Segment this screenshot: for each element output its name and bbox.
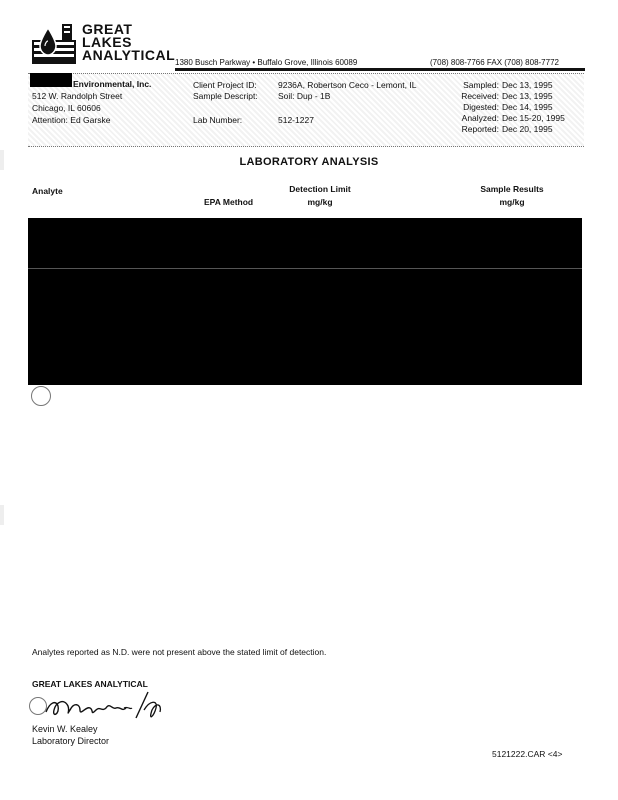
company-logo-icon (32, 22, 78, 66)
project-id-value: 9236A, Robertson Ceco - Lemont, IL (278, 80, 417, 90)
lab-number-value: 512-1227 (278, 115, 314, 125)
column-header-sample-results: Sample Results (480, 184, 544, 194)
analyzed-label: Analyzed: (461, 113, 499, 123)
signer-name: Kevin W. Kealey (32, 724, 98, 734)
report-title: LABORATORY ANALYSIS (239, 156, 379, 168)
digested-value: Dec 14, 1995 (502, 102, 553, 112)
scan-mark (0, 150, 4, 170)
results-table-redaction (28, 218, 582, 385)
footnote-nd: Analytes reported as N.D. were not present above the stated limit of detection. (32, 647, 327, 657)
logo-line-2: LAKES (82, 34, 132, 50)
company-phone-fax: (708) 808-7766 FAX (708) 808-7772 (430, 58, 559, 67)
reported-value: Dec 20, 1995 (502, 124, 553, 134)
punch-hole-mark (31, 386, 51, 406)
client-street: 512 W. Randolph Street (32, 91, 123, 101)
sampled-value: Dec 13, 1995 (502, 80, 553, 90)
sample-descript-label: Sample Descript: (193, 91, 258, 101)
project-id-label: Client Project ID: (193, 80, 257, 90)
column-header-epa-method: EPA Method (204, 197, 254, 207)
digested-label: Digested: (463, 102, 499, 112)
reported-label: Reported: (461, 124, 499, 134)
letterhead-rule (175, 68, 585, 71)
column-header-detection-limit: Detection Limit (289, 184, 351, 194)
column-header-detection-unit: mg/kg (307, 197, 333, 207)
page-reference: 5121222.CAR <4> (492, 749, 563, 759)
column-header-analyte: Analyte (32, 186, 63, 196)
company-logo-text (82, 23, 175, 62)
signer-title: Laboratory Director (32, 736, 110, 746)
company-address: 1380 Busch Parkway • Buffalo Grove, Illinois 60089 (175, 58, 358, 67)
client-name-redaction (30, 73, 72, 87)
signature-image (40, 688, 165, 724)
client-city: Chicago, IL 60606 (32, 103, 101, 113)
client-attention: Attention: Ed Garske (32, 115, 111, 125)
signer-company: GREAT LAKES ANALYTICAL (32, 679, 148, 689)
column-header-results-unit: mg/kg (499, 197, 525, 207)
lab-number-label: Lab Number: (193, 115, 243, 125)
sampled-label: Sampled: (463, 80, 499, 90)
sample-descript-value: Soil: Dup - 1B (278, 91, 331, 101)
logo-line-1: GREAT (82, 21, 133, 37)
analyzed-value: Dec 15-20, 1995 (502, 113, 565, 123)
scan-mark (0, 505, 4, 525)
redaction-gap-line (28, 268, 582, 269)
received-label: Received: (461, 91, 499, 101)
client-name: Environmental, Inc. (73, 79, 152, 89)
received-value: Dec 13, 1995 (502, 91, 553, 101)
logo-line-3: ANALYTICAL (82, 47, 176, 63)
